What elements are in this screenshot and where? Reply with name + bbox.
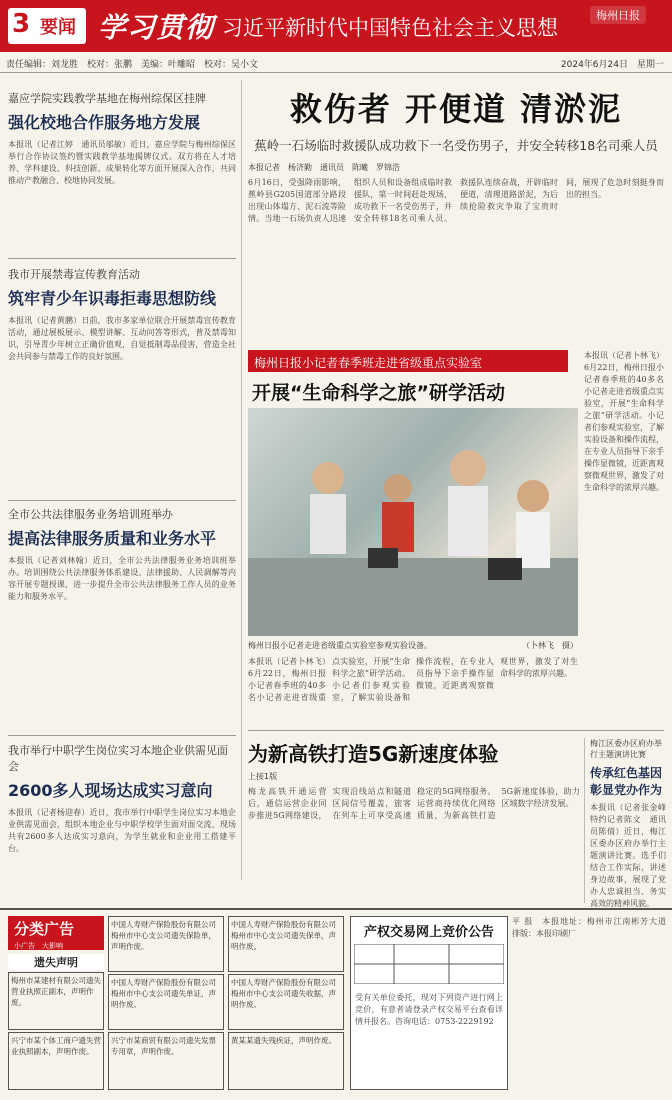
article-body: 本报讯（记者刘林翰）近日，全市公共法律服务业务培训班举办。培训围绕公共法律服务体系建设、法律援助、人民调解等内容开展专题授课，进一步提升全市公共法律服务工作人员的业务能力和服务水平。 [8, 556, 236, 601]
article-internship-fair [8, 742, 236, 907]
auction-notice [350, 916, 508, 1090]
article-kicker: 我市举行中职学生岗位实习本地企业供需见面会 [8, 744, 228, 773]
main-headline: 救伤者 开便道 清淤泥 [289, 90, 623, 128]
page-number: 3 [12, 9, 31, 39]
main-subheadline: 蕉岭一石场临时救援队成功救下一名受伤男子，并安全转移18名司乘人员 [254, 138, 658, 153]
ad-banner-sub: 小广告 大影响 [14, 942, 63, 950]
article-title: 传承红色基因 彰显党办作为 [590, 766, 663, 797]
article-title: 为新高铁打造5G新速度体验 [248, 742, 499, 766]
lab-students-photo [248, 408, 578, 636]
issue-date: 2024年6月24日 星期一 [560, 60, 664, 70]
main-story [248, 84, 664, 362]
meta-bar [0, 52, 672, 73]
divider [8, 500, 236, 501]
ad-divider [0, 908, 672, 910]
column-brand: 学习贯彻 [98, 11, 215, 44]
divider [8, 735, 236, 736]
article-kicker: 上接1版 [248, 772, 278, 781]
footer-info [512, 916, 666, 1090]
feature-body: 本报讯（记者卜林飞）6月22日，梅州日报小记者春季班的40多名小记者走进省级重点实验室，开展“生命科学之旅”研学活动。小记者们参观实验室，了解实验设备和操作流程，在专业人员指导下亲手操作显微镜，近距离观察微观世界，激发了对生命科学的浓厚兴趣。 [248, 657, 578, 702]
main-body: 6月16日，受强降雨影响，蕉岭县G205国道部分路段出现山体塌方、泥石流等险情。当地一石场负责人迅速组织人员和设备组成临时救援队，第一时间赶赴现场，成功救下一名受伤男子，并安全转移18名司乘人员。救援队连续奋战，开辟临时便道，清理道路淤泥，为后续抢险救灾争取了宝贵时间，展现了危急时刻挺身而出的担当。 [248, 178, 664, 223]
paper-logo: 梅州日报 [590, 6, 646, 24]
article-body: 本报讯（记者杨迎春）近日，我市举行中职学生岗位实习本地企业供需见面会，组织本地企业与中职学校学生面对面交流，现场共有2600多人达成实习意向，为学生就业和企业用工搭建平台。 [8, 808, 236, 853]
feature-kicker-bar [248, 350, 568, 372]
article-kicker: 全市公共法律服务业务培训班举办 [8, 508, 173, 521]
article-5g [248, 738, 580, 926]
article-kicker: 我市开展禁毒宣传教育活动 [8, 268, 140, 281]
article-title: 筑牢青少年识毒拒毒思想防线 [8, 289, 217, 308]
article-speech-contest [590, 738, 666, 912]
article-kicker: 嘉应学院实践教学基地在梅州综保区挂牌 [8, 92, 206, 105]
column-subtitle: 习近平新时代中国特色社会主义思想 [222, 16, 558, 40]
ad-item: 中国人寿财产保险股份有限公司梅州市中心支公司遗失单证，声明作废。 [108, 974, 224, 1030]
feature-photo [248, 408, 578, 636]
divider [248, 730, 664, 731]
ad-item: 兴宁市某商贸有限公司遗失发票专用章，声明作废。 [108, 1032, 224, 1090]
notice-table [354, 944, 504, 984]
ad-banner-title: 分类广告 [14, 920, 75, 938]
main-byline: 本报记者 杨济勤 通讯员 陈曦 罗锦浩 [248, 163, 400, 172]
article-legal-service [8, 506, 236, 725]
article-title: 2600多人现场达成实习意向 [8, 781, 213, 800]
ad-item: 中国人寿财产保险股份有限公司梅州市中心支公司遗失收据，声明作废。 [228, 974, 344, 1030]
ad-item: 中国人寿财产保险股份有限公司梅州市中心支公司遗失保险单，声明作废。 [108, 916, 224, 972]
ad-item: 中国人寿财产保险股份有限公司梅州市中心支公司遗失保单，声明作废。 [228, 916, 344, 972]
divider [8, 258, 236, 259]
page-section-name: 要闻 [40, 17, 76, 38]
article-title: 强化校地合作服务地方发展 [8, 113, 201, 132]
ad-banner [8, 916, 104, 950]
notice-body: 受有关单位委托，现对下列资产进行网上竞价，有意者请登录产权交易平台查看详情并报名。咨询电话：0753-2229192 [355, 993, 503, 1026]
ad-item: 兴宁市某个体工商户遗失营业执照副本，声明作废。 [8, 1032, 104, 1090]
article-body: 本报讯（记者黄鹏）日前，我市多家单位联合开展禁毒宣传教育活动，通过展板展示、模型讲解、互动问答等形式，普及禁毒知识，引导青少年树立正确价值观，自觉抵制毒品侵害，营造全社会共同参与禁毒工作的良好氛围。 [8, 316, 236, 361]
ad-item: 黄某某遗失残疾证，声明作废。 [228, 1032, 344, 1090]
footer-text: 平 报 本报地址：梅州市江南彬芳大道 排版：本报印刷厂 [512, 917, 666, 938]
article-title: 提高法律服务质量和业务水平 [8, 529, 217, 548]
column-divider [584, 738, 585, 903]
feature-title: 开展“生命科学之旅”研学活动 [252, 382, 505, 404]
column-divider [241, 80, 242, 880]
article-body: 本报讯（记者江婷 通讯员邬敏）近日，嘉应学院与梅州综保区举行合作协议签约暨实践教学基地揭牌仪式。双方将在人才培养、学科建设、科技创新、成果转化等方面开展深入合作，共同推动产教融合、校地协同发展。 [8, 140, 236, 185]
article-body: 本报讯（记者张金峰 特约记者陈文 通讯员陈倩）近日，梅江区委办区府办举行主题演讲比赛。选手们结合工作实际，讲述身边故事，展现了党办人忠诚担当、务实高效的精神风貌。 [590, 803, 666, 908]
photo-credit: （卜林飞 摄） [522, 641, 578, 650]
article-anti-drug [8, 266, 236, 505]
photo-caption [248, 640, 578, 651]
notice-title: 产权交易网上竞价公告 [363, 925, 494, 940]
article-campus-base [8, 90, 236, 259]
feature-body-side: 本报讯（记者卜林飞）6月22日，梅州日报小记者春季班的40多名小记者走进省级重点实验室，开展“生命科学之旅”研学活动。小记者们参观实验室，了解实验设备和操作流程，在专业人员指导下亲手操作显微镜，近距离观察微观世界，激发了对生命科学的浓厚兴趣。 [584, 351, 664, 492]
feature-kicker: 梅州日报小记者春季班走进省级重点实验室 [254, 356, 483, 370]
article-body: 梅龙高铁开通运营后，通信运营企业同步推进5G网络建设，实现沿线站点和隧道区间信号覆盖，旅客在列车上可享受高速稳定的5G网络服务。运营商持续优化网络质量，为新高铁打造5G新速度体验，助力区域数字经济发展。 [248, 787, 580, 820]
caption-text: 梅州日报小记者走进省级重点实验室参观实验设备。 [248, 641, 432, 650]
ad-item: 梅州市某建材有限公司遗失营业执照正副本，声明作废。 [8, 972, 104, 1030]
article-kicker: 梅江区委办区府办举行主题演讲比赛 [590, 739, 662, 759]
editor-credits: 责任编辑：刘龙胜 校对：张鹏 美编：叶雕昭 校对：吴小文 [6, 60, 259, 70]
ad-subhead: 遗失声明 [8, 954, 104, 970]
